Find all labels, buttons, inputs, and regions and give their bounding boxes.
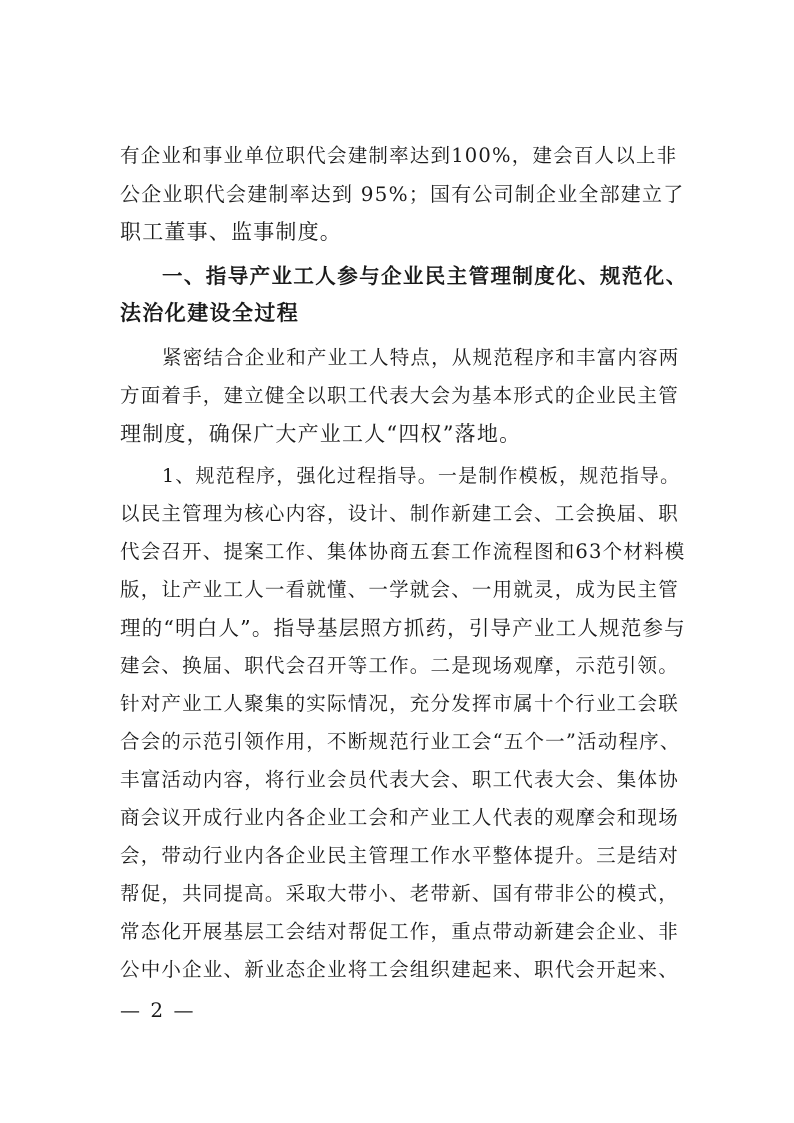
body-text-line: 有企业和事业单位职代会建制率达到100%，建会百人以上非: [120, 144, 678, 167]
section-heading: 法治化建设全过程: [120, 301, 300, 325]
body-text-line: 帮促，共同提高。采取大带小、老带新、国有带非公的模式，: [120, 882, 679, 905]
body-text-line: 常态化开展基层工会结对帮促工作，重点带动新建会企业、非: [120, 920, 679, 943]
body-text-line: 合会的示范引领作用，不断规范行业工会“五个一”活动程序、: [120, 730, 681, 753]
paragraph-first-line: 紧密结合企业和产业工人特点，从规范程序和丰富内容两: [162, 346, 680, 369]
section-heading: 一、指导产业工人参与企业民主管理制度化、规范化、: [162, 264, 688, 288]
body-text-line: 商会议开成行业内各企业工会和产业工人代表的观摩会和现场: [120, 806, 679, 829]
body-text-line: 职工董事、监事制度。: [120, 220, 342, 244]
body-text-line: 理的“明白人”。指导基层照方抓药，引导产业工人规范参与: [120, 616, 686, 640]
body-text-line: 丰富活动内容，将行业会员代表大会、职工代表大会、集体协: [120, 768, 679, 791]
body-text-line: 建会、换届、职代会召开等工作。二是现场观摩，示范引领。: [120, 654, 679, 677]
body-text-line: 代会召开、提案工作、集体协商五套工作流程图和63个材料模: [120, 540, 686, 563]
body-text-line: 以民主管理为核心内容，设计、制作新建工会、工会换届、职: [120, 502, 679, 525]
page-number: — 2 —: [120, 998, 196, 1022]
subsection-first-line: 1、规范程序，强化过程指导。一是制作模板，规范指导。: [162, 465, 681, 487]
body-text-line: 理制度，确保广大产业工人“四权”落地。: [120, 422, 522, 446]
body-text-line: 方面着手，建立健全以职工代表大会为基本形式的企业民主管: [120, 384, 679, 407]
body-text-line: 公中小企业、新业态企业将工会组织建起来、职代会开起来、: [120, 958, 679, 981]
body-text-line: 版，让产业工人一看就懂、一学就会、一用就灵，成为民主管: [120, 578, 679, 601]
body-text-line: 会，带动行业内各企业民主管理工作水平整体提升。三是结对: [120, 844, 679, 867]
body-text-line: 针对产业工人聚集的实际情况，充分发挥市属十个行业工会联: [120, 692, 679, 715]
body-text-line: 公企业职代会建制率达到 95%；国有公司制企业全部建立了: [120, 182, 685, 206]
